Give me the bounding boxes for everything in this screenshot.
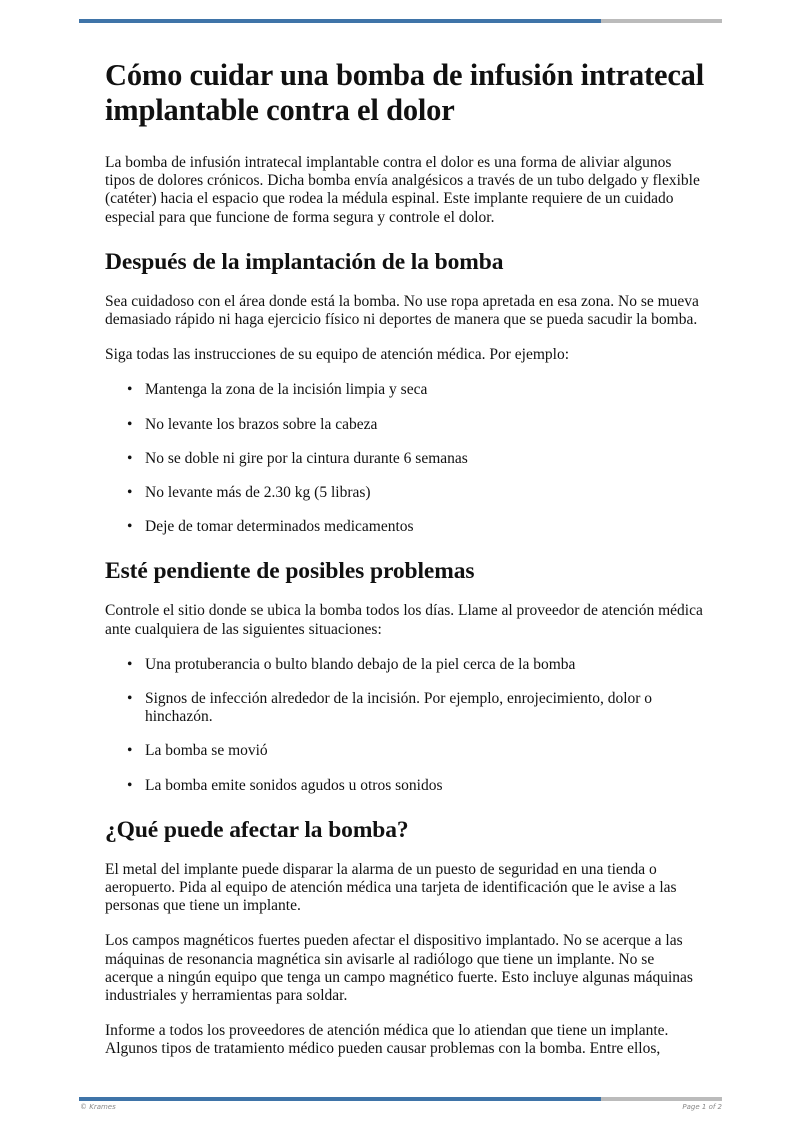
section-watch-problems [105, 558, 705, 794]
list-item: • Deje de tomar determinados medicamentos [145, 518, 705, 536]
list-item: • La bomba se movió [145, 742, 705, 760]
footer-rule-primary [79, 1097, 601, 1101]
section-heading: ¿Qué puede afectar la bomba? [105, 816, 409, 843]
section-after-implant [105, 249, 705, 537]
paragraph: Informe a todos los proveedores de atención médica que lo atiendan que tiene un implante. Algunos tipos de tratamiento médico pueden causar problemas con la bomba. Entre ellos, [105, 1022, 669, 1058]
intro-paragraph: La bomba de infusión intratecal implantable contra el dolor es una forma de aliviar algunos tipos de dolores crónicos. Dicha bomba envía analgésicos a través de un tubo delgado y flexible (catéter) hacia el espacio que rodea la médula espinal. Este implante requiere de un cuidado especial para que funcione de forma segura y controle el dolor. [105, 154, 700, 226]
document-body [105, 58, 705, 1076]
section-heading: Esté pendiente de posibles problemas [105, 558, 475, 585]
section-heading: Después de la implantación de la bomba [105, 248, 504, 275]
page-title: Cómo cuidar una bomba de infusión intratecal implantable contra el dolor [105, 58, 705, 127]
footer-rule [79, 1097, 722, 1101]
problem-list [105, 656, 705, 795]
instruction-list [105, 381, 705, 536]
page-number: Page 1 of 2 [682, 1103, 722, 1111]
list-item: • Signos de infección alrededor de la incisión. Por ejemplo, enrojecimiento, dolor o hinchazón. [145, 690, 705, 726]
paragraph: Sea cuidadoso con el área donde está la bomba. No use ropa apretada en esa zona. No se mueva demasiado rápido ni haga ejercicio físico ni deportes de manera que se pueda sacudir la bomba. [105, 292, 699, 329]
list-item: • No levante los brazos sobre la cabeza [145, 416, 705, 434]
list-item: • Mantenga la zona de la incisión limpia y seca [145, 381, 705, 399]
list-item: • La bomba emite sonidos agudos u otros sonidos [145, 777, 705, 795]
list-item: • Una protuberancia o bulto blando debajo de la piel cerca de la bomba [145, 656, 705, 674]
paragraph: Los campos magnéticos fuertes pueden afectar el dispositivo implantado. No se acerque a las máquinas de resonancia magnética sin avisarle al radiólogo que tiene un implante. No se acerque a ningún equipo que tenga un campo magnético fuerte. Esto incluye algunas máquinas industriales y herramientas para soldar. [105, 932, 693, 1005]
paragraph: Controle el sitio donde se ubica la bomba todos los días. Llame al proveedor de atención médica ante cualquiera de las siguientes situaciones: [105, 602, 703, 638]
page-footer [80, 1103, 722, 1111]
list-item: • No se doble ni gire por la cintura durante 6 semanas [145, 450, 705, 468]
section-what-affects [105, 817, 705, 1059]
header-rule [79, 19, 722, 23]
paragraph: Siga todas las instrucciones de su equipo de atención médica. Por ejemplo: [105, 346, 570, 364]
header-rule-primary [79, 19, 601, 23]
copyright: © Krames [80, 1103, 116, 1111]
list-item: • No levante más de 2.30 kg (5 libras) [145, 484, 705, 502]
header-rule-secondary [601, 19, 722, 23]
paragraph: El metal del implante puede disparar la alarma de un puesto de seguridad en una tienda o aeropuerto. Pida al equipo de atención médica una tarjeta de identificación que le avise a las personas que tiene un implante. [105, 860, 677, 915]
footer-rule-secondary [601, 1097, 722, 1101]
